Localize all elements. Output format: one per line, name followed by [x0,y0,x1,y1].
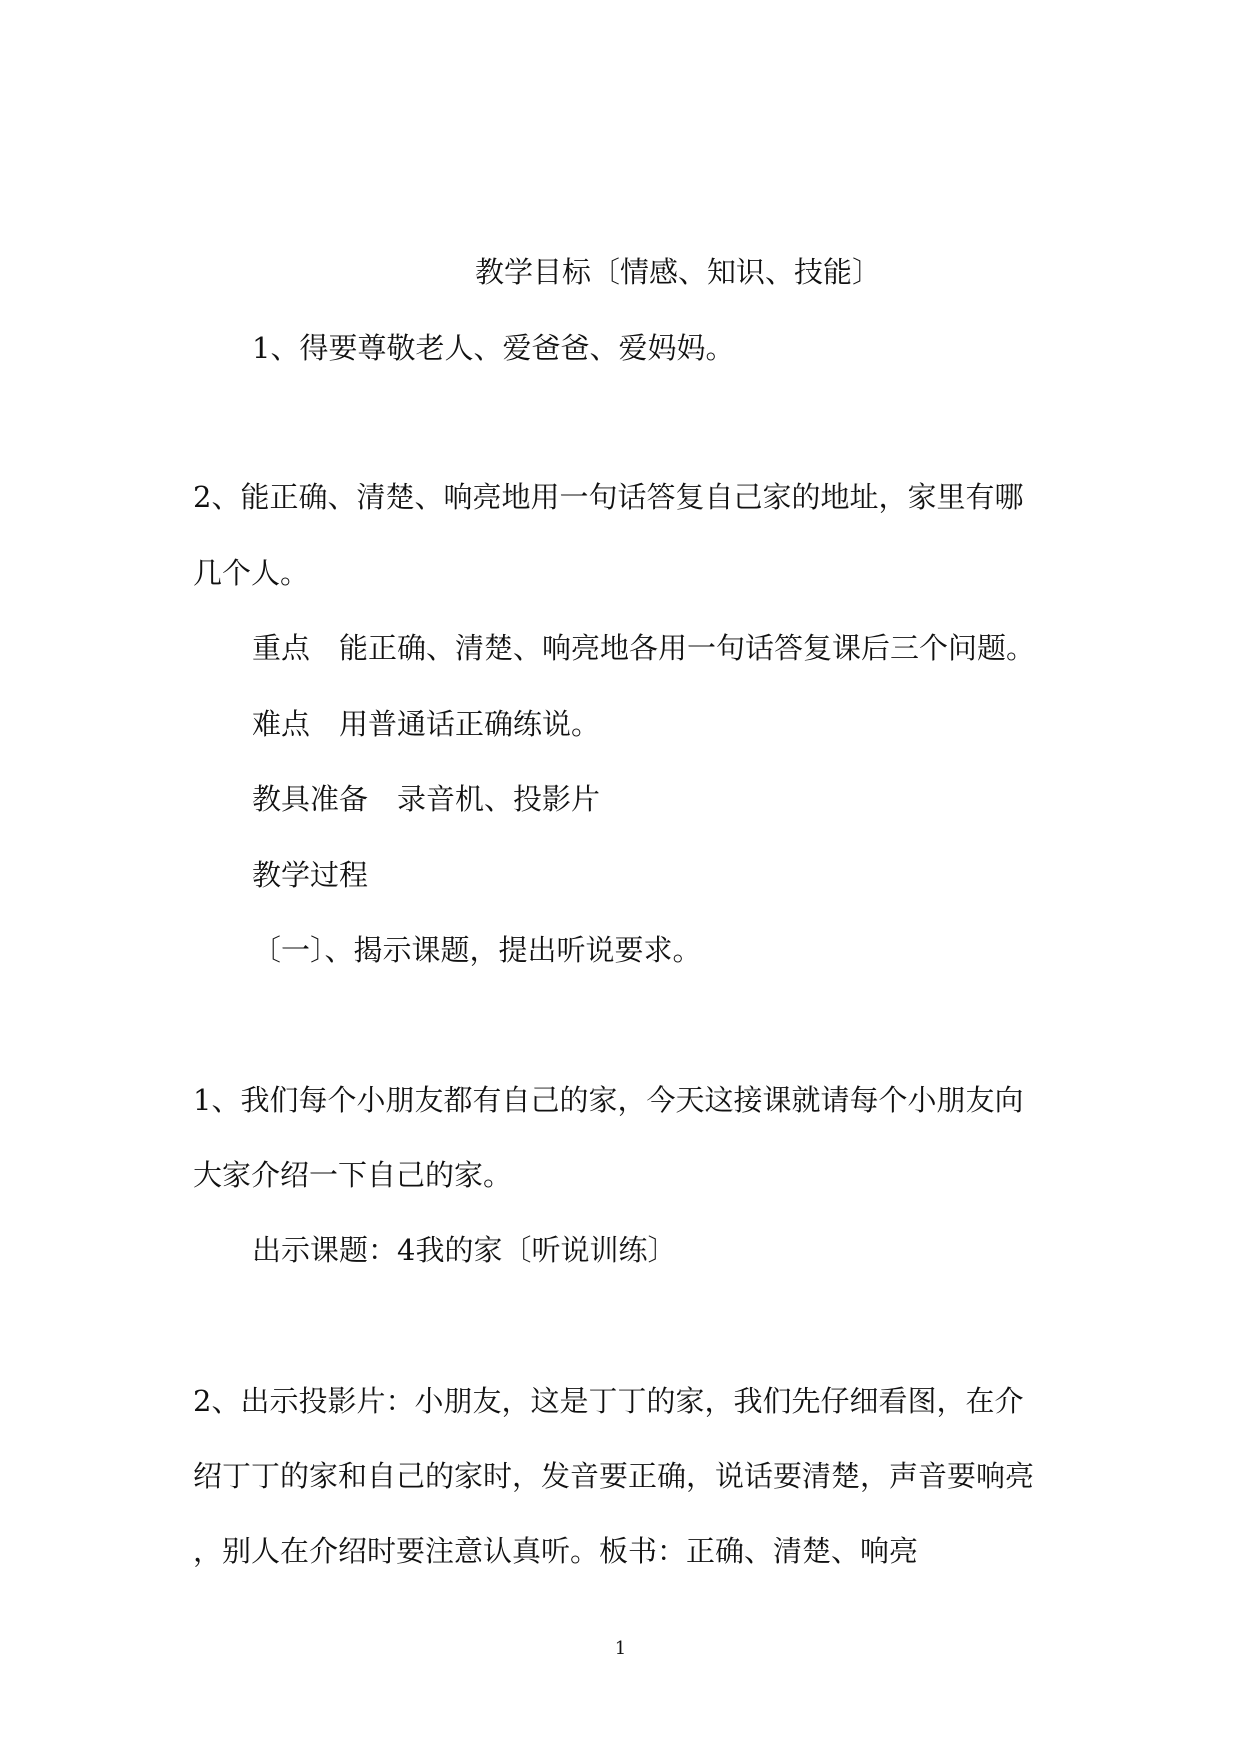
paragraph-2-line-1: 2、出示投影片：小朋友，这是丁丁的家，我们先仔细看图，在介 [193,1384,1024,1418]
objective-1: 1、得要尊敬老人、爱爸爸、爱妈妈。 [252,331,735,365]
show-lesson-title: 出示课题：4我的家〔听说训练〕 [252,1233,677,1267]
objective-2-line-1: 2、能正确、清楚、响亮地用一句话答复自己家的地址，家里有哪 [193,480,1024,514]
paragraph-2-line-2: 绍丁丁的家和自己的家时，发音要正确，说话要清楚，声音要响亮 [193,1459,1035,1493]
document-title: 教学目标〔情感、知识、技能〕 [474,255,881,289]
key-point: 重点 能正确、清楚、响亮地各用一句话答复课后三个问题。 [252,631,1036,665]
section-1-heading: 〔一〕、揭示课题，提出听说要求。 [252,933,702,967]
paragraph-1-line-1: 1、我们每个小朋友都有自己的家，今天这接课就请每个小朋友向 [193,1083,1024,1117]
objective-2-line-2: 几个人。 [193,556,310,590]
paragraph-1-line-2: 大家介绍一下自己的家。 [193,1158,513,1192]
teaching-tools: 教具准备 录音机、投影片 [252,782,601,816]
process-title: 教学过程 [252,858,369,892]
difficulty: 难点 用普通话正确练说。 [252,707,601,741]
paragraph-2-line-3: ，别人在介绍时要注意认真听。板书：正确、清楚、响亮 [193,1534,919,1568]
page-number: 1 [614,1638,627,1659]
